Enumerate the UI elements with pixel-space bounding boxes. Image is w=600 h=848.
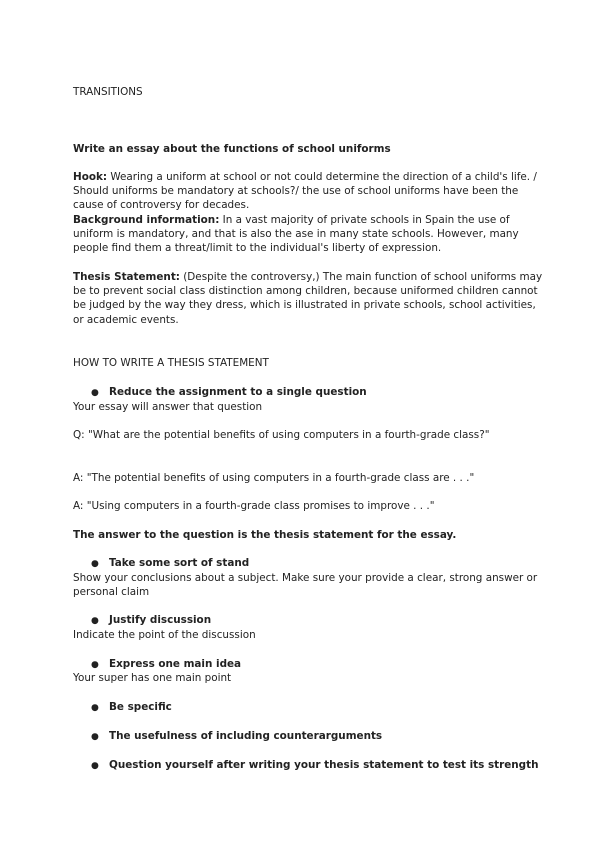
bullet-item: ● Take some sort of stand xyxy=(91,556,249,571)
thesis-label: Thesis Statement: xyxy=(73,271,180,283)
essay-prompt: Write an essay about the functions of school uniforms xyxy=(73,143,391,155)
bullet-dot-icon: ● xyxy=(91,732,99,742)
bullet-item: ● Express one main idea xyxy=(91,657,241,672)
thesis-paragraph xyxy=(73,270,543,327)
document-title: TRANSITIONS xyxy=(73,86,143,98)
example-answer-1: A: "The potential benefits of using computers in a fourth-grade class are . . ." xyxy=(73,472,475,484)
example-question: Q: "What are the potential benefits of using computers in a fourth-grade class?" xyxy=(73,429,490,441)
bullet-explanation: Your super has one main point xyxy=(73,672,232,684)
bullet-explanation: Show your conclusions about a subject. Make sure your provide a clear, strong answer or personal claim xyxy=(73,572,538,599)
bullet-dot-icon: ● xyxy=(91,388,99,398)
bullet-dot-icon: ● xyxy=(91,660,99,670)
bullet-item: ● Question yourself after writing your thesis statement to test its strength xyxy=(91,758,538,773)
bullet-item: ● Justify discussion xyxy=(91,613,211,628)
bullet-explanation: Indicate the point of the discussion xyxy=(73,629,256,641)
hook-label: Hook: xyxy=(73,171,108,183)
section-title: HOW TO WRITE A THESIS STATEMENT xyxy=(73,357,269,369)
bullet-dot-icon: ● xyxy=(91,616,99,626)
background-paragraph xyxy=(73,213,543,256)
bullet-dot-icon: ● xyxy=(91,559,99,569)
example-answer-2: A: "Using computers in a fourth-grade class promises to improve . . ." xyxy=(73,500,435,512)
bullet-dot-icon: ● xyxy=(91,703,99,713)
answer-note: The answer to the question is the thesis statement for the essay. xyxy=(73,529,457,541)
thesis-text: (Despite the controversy,) The main function of school uniforms may be to prevent social class distinction among children, because uniformed children cannot be judged by the way they dress, which is illustrated in private schools, school activities, or academic events. xyxy=(73,271,543,326)
hook-paragraph xyxy=(73,170,543,213)
bullet-item: ● Be specific xyxy=(91,700,172,715)
bullet-explanation: Your essay will answer that question xyxy=(73,401,263,413)
background-text: In a vast majority of private schools in Spain the use of uniform is mandatory, and that is also the ase in many state schools. However, many people find them a threat/limit to the individual's liberty of expression. xyxy=(73,214,519,255)
bullet-dot-icon: ● xyxy=(91,761,99,771)
background-label: Background information: xyxy=(73,214,220,226)
bullet-item: ● Reduce the assignment to a single question xyxy=(91,385,367,400)
hook-text: Wearing a uniform at school or not could determine the direction of a child's life. / Should uniforms be mandatory at schools?/ the use of school uniforms have been the cause of controversy for decades. xyxy=(73,171,537,212)
bullet-item: ● The usefulness of including counterarguments xyxy=(91,729,382,744)
